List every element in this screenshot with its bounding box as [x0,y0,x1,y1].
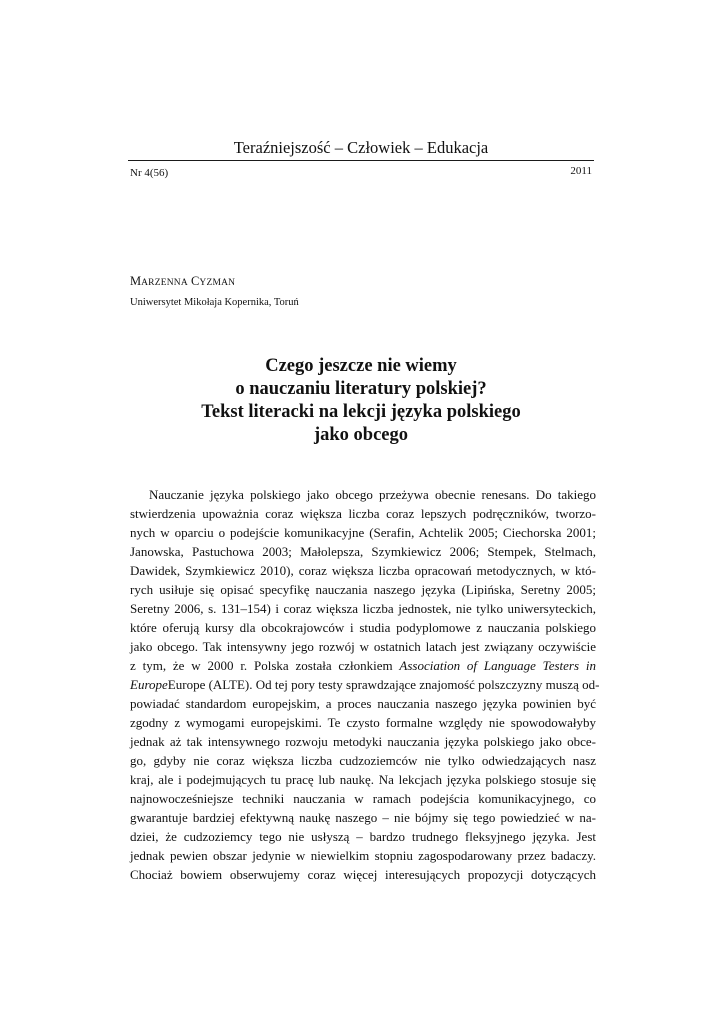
body-line: nych w oparciu o podejście komunikacyjne (Serafin, Achtelik 2005; Ciechorska 2001; [130,525,596,540]
article-title-line: o nauczaniu literatury polskiej? [235,379,487,399]
article-title-line: jako obcego [313,425,409,445]
issue-number: Nr 4(56) [130,167,169,179]
italic-organization-name: Association of Language Testers in [399,658,596,673]
article-title-line: Tekst literacki na lekcji języka polskiego [201,402,521,422]
author-affiliation: Uniwersytet Mikołaja Kopernika, Toruń [130,297,299,308]
journal-title: Teraźniejszość – Człowiek – Edukacja [233,138,489,157]
body-line: powiadać standardom europejskim, a proces nauczania naszego języka powinien być [130,696,596,711]
body-line: go, gdyby nie coraz większa liczba cudzoziemców nie tylko odwiedzających nasz [130,753,596,768]
body-line: zgodny z wymogami europejskimi. Te czysto formalne względy nie spowodowałyby [130,715,596,730]
body-line: jednak pewien obszar jedynie w niewielkim stopniu zagospodarowany przez badaczy. [130,848,596,863]
body-line: gwarantuje bardziej efektywną naukę naszego – nie bójmy się tego powiedzieć w na- [130,810,596,825]
body-line-text: z tym, że w 2000 r. Polska została członkiem [130,658,400,673]
body-line: dziei, że cudzoziemcy tego nie usłyszą – bardzo trudnego fleksyjnego języka. Jest [130,829,596,844]
body-line: Janowska, Pastuchowa 2003; Małolepsza, Szymkiewicz 2006; Stempek, Stelmach, [130,544,596,559]
italic-organization-name-cont: Europe [130,677,168,692]
body-line: które oferują kursy dla obcokrajowców i studia podyplomowe z nauczania polskiego [130,620,596,635]
author-first-name-initial: M [130,274,142,288]
body-line-text: Europe (ALTE). Od tej pory testy sprawdzające znajomość polszczyzny muszą od- [167,677,600,692]
issue-year: 2011 [570,165,592,177]
body-line-with-italic [130,675,600,694]
body-line-with-italic [130,656,596,675]
author-last-name-rest: YZMAN [199,278,236,288]
body-line: rych usiłuje się opisać specyfikę nauczania naszego języka (Lipińska, Seretny 2005; [130,582,596,597]
author-last-name-initial: C [191,274,200,288]
body-line: kraj, ale i podejmujących tu pracę lub naukę. Na lekcjach języka polskiego stosuje się [130,772,596,787]
body-line: jednak aż tak intensywnego rozwoju metodyki nauczania języka polskiego jako obce- [130,734,596,749]
header-rule [128,160,594,161]
body-line: Seretny 2006, s. 131–154) i coraz większa liczba jednostek, nie tylko uniwersyteckich, [130,601,596,616]
article-body [130,485,600,884]
body-line: najnowocześniejsze techniki nauczania w ramach podejścia komunikacyjnego, co [130,791,596,806]
body-line: Chociaż bowiem obserwujemy coraz więcej interesujących propozycji dotyczących [130,867,596,882]
body-line: jako obcego. Tak intensywny jego rozwój w ostatnich latach jest związany oczywiście [130,639,596,654]
author-first-name-rest: ARZENNA [141,278,188,288]
article-title-line: Czego jeszcze nie wiemy [265,356,457,376]
body-line: Nauczanie języka polskiego jako obcego przeżywa obecnie renesans. Do takiego [149,487,596,502]
body-line: stwierdzenia upoważnia coraz większa liczba coraz lepszych podręczników, tworzo- [130,506,596,521]
body-line: Dawidek, Szymkiewicz 2010), coraz większa liczba opracowań metodycznych, w któ- [130,563,596,578]
author-name [130,274,235,289]
article-title [128,355,594,447]
